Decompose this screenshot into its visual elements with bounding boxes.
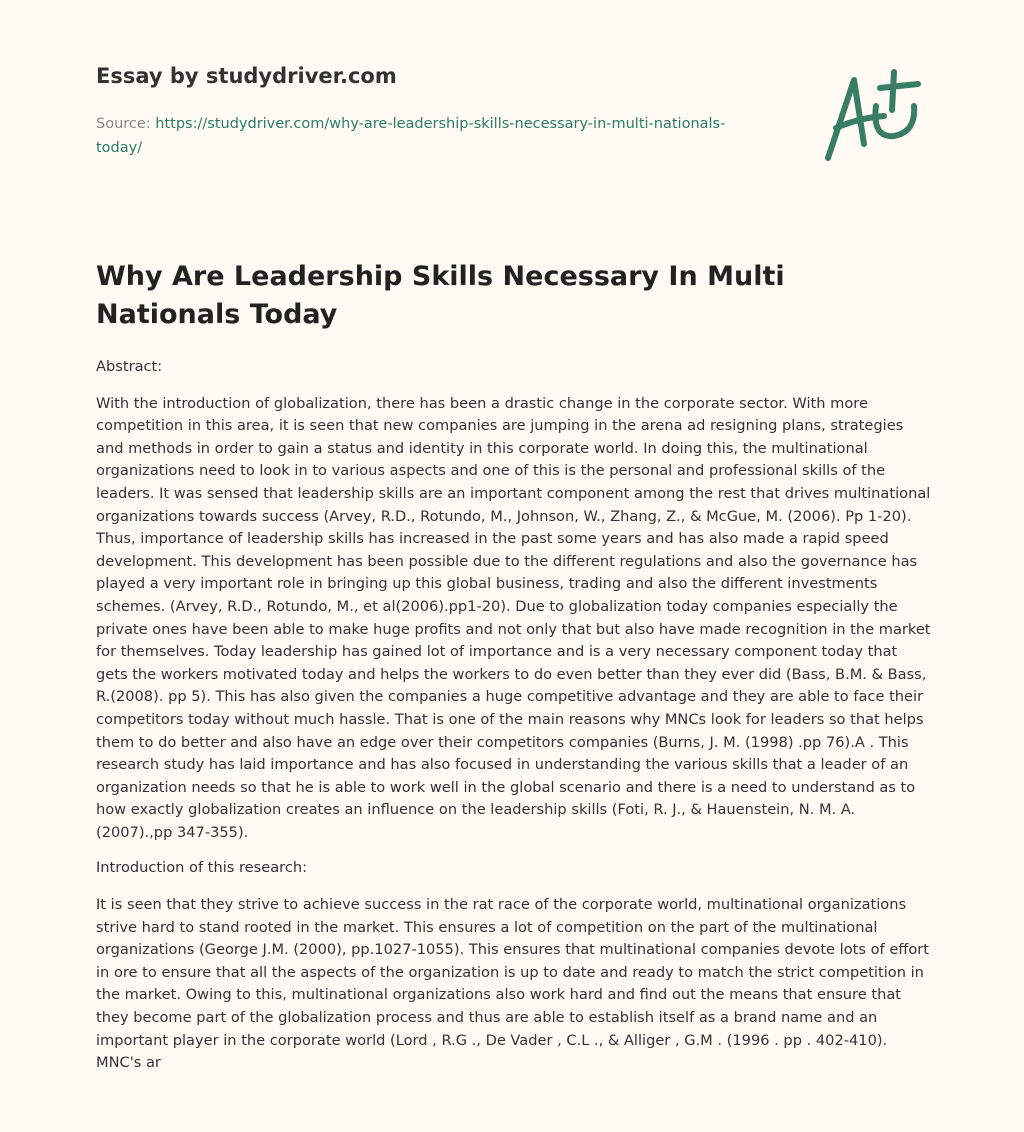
page-header	[0, 0, 1024, 190]
essay-title: Why Are Leadership Skills Necessary In Multi Nationals Today	[96, 261, 785, 330]
source-link[interactable]: https://studydriver.com/why-are-leadership-skills-necessary-in-multi-nationals-today/	[96, 116, 726, 156]
abstract-paragraph: With the introduction of globalization, there has been a drastic change in the corporate sector. With more competition in this area, it is seen that new companies are jumping in the arena ad resigning plans, strategies and methods in order to gain a status and identity in this corporate world. In doing this, the multinational organizations need to look in to various aspects and one of this is the personal and professional skills of the leaders. It was sensed that leadership skills are an important component among the rest that drives multinational organizations towards success (Arvey, R.D., Rotundo, M., Johnson, W., Zhang, Z., & McGue, M. (2006). Pp 1-20). Thus, importance of leadership skills has increased in the past some years and has also made a rapid speed development. This development has been possible due to the different regulations and also the governance has played a very important role in bringing up this global business, trading and also the different investments schemes. (Arvey, R.D., Rotundo, M., et al(2006).pp1-20). Due to globalization today companies especially the private ones have been able to make huge profits and not only that but also have made recognition in the market for themselves. Today leadership has gained lot of importance and is a very necessary component today that gets the workers motivated today and helps the workers to do even better than they ever did (Bass, B.M. & Bass, R.(2008). pp 5). This has also given the companies a huge competitive advantage and they are able to face their competitors today without much hassle. That is one of the main reasons why MNCs look for leaders so that helps them to do better and also have an edge over their competitors companies (Burns, J. M. (1998) .pp 76).A . This research study has laid importance and has also focused in understanding the various skills that a leader of an organization needs so that he is able to work well in the global scenario and there is a need to understand as to how exactly globalization creates an influence on the leadership skills (Foti, R. J., & Hauenstein, N. M. A. (2007).,pp 347-355).	[96, 394, 931, 841]
introduction-paragraph: It is seen that they strive to achieve success in the rat race of the corporate world, multinational organizations strive hard to stand rooted in the market. This ensures a lot of competition on the part of the multinational organizations (George J.M. (2000), pp.1027-1055). This ensures that multinational companies devote lots of effort in ore to ensure that all the aspects of the organization is up to date and ready to match the strict competition in the market. Owing to this, multinational organizations also work hard and find out the means that ensure that they become part of the globalization process and thus are able to establish itself as a brand name and an important player in the corporate world (Lord , R.G ., De Vader , C.L ., & Alliger , G.M . (1996 . pp . 402-410). MNC's ar	[96, 896, 929, 1072]
section-heading-introduction: Introduction of this research:	[96, 859, 308, 877]
brand-title: Essay by studydriver.com	[96, 64, 397, 88]
a-plus-logo-icon	[818, 66, 928, 166]
essay-body	[96, 356, 932, 1088]
source-line	[96, 112, 756, 160]
section-heading-abstract: Abstract:	[96, 358, 163, 375]
source-label: Source:	[96, 116, 156, 132]
